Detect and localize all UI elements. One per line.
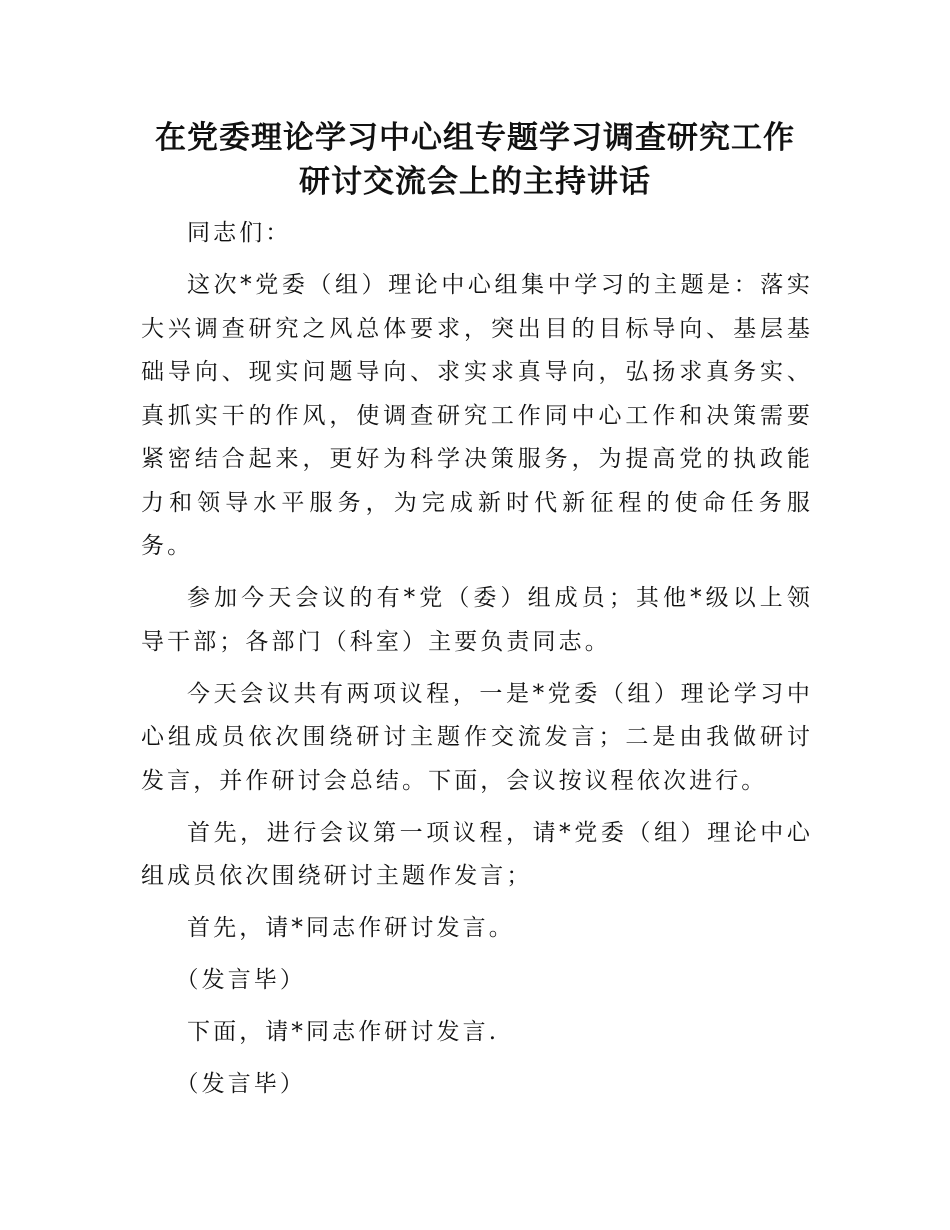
- paragraph-theme: 这次*党委（组）理论中心组集中学习的主题是：落实大兴调查研究之风总体要求，突出目的目标导向、基层基础导向、现实问题导向、求实求真导向，弘扬求真务实、真抓实干的作风，使调查研究工作同中心工作和决策需要紧密结合起来，更好为科学决策服务，为提高党的执政能力和领导水平服务，为完成新时代新征程的使命任务服务。: [141, 272, 813, 559]
- document-title-line-1: 在党委理论学习中心组专题学习调查研究工作: [155, 120, 795, 156]
- document-title-line-2: 研讨交流会上的主持讲话: [299, 164, 651, 200]
- paragraph-first-item: 首先，进行会议第一项议程，请*党委（组）理论中心组成员依次围绕研讨主题作发言；: [141, 819, 813, 889]
- speech-end-note: （发言毕）: [175, 967, 306, 993]
- paragraph-attendees: 参加今天会议的有*党（委）组成员；其他*级以上领导干部；各部门（科室）主要负责同志。: [141, 585, 813, 655]
- paragraph-agenda: 今天会议共有两项议程，一是*党委（组）理论学习中心组成员依次围绕研讨主题作交流发言；二是由我做研讨发言，并作研讨会总结。下面，会议按议程依次进行。: [141, 680, 813, 794]
- paragraph-first-speaker: 首先，请*同志作研讨发言。: [187, 915, 515, 941]
- document-body: [141, 212, 813, 1115]
- salutation: 同志们：: [187, 220, 292, 246]
- speech-end-note: （发言毕）: [175, 1071, 306, 1097]
- paragraph-next-speaker: 下面，请*同志作研讨发言.: [187, 1019, 500, 1045]
